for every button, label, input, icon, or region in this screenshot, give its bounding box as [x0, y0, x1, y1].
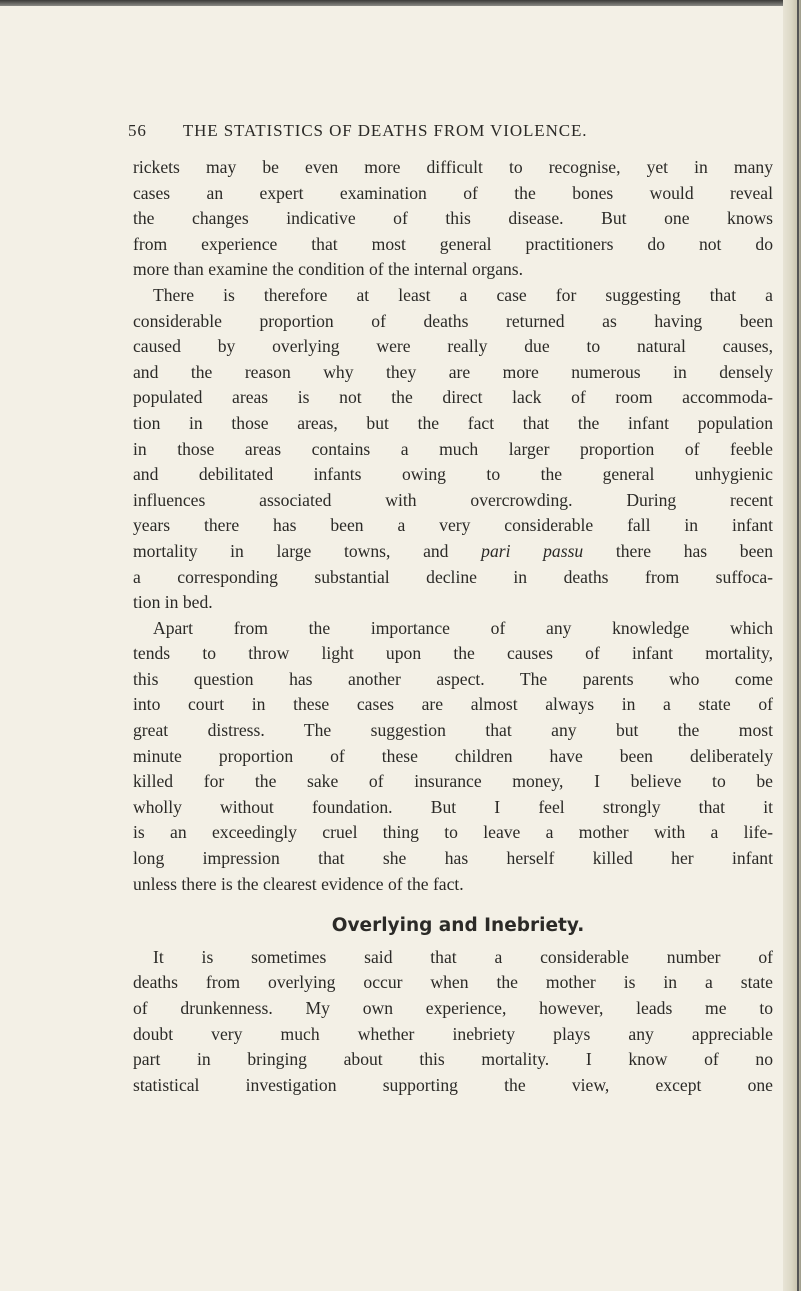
text-line: and the reason why they are more numerous in densely	[133, 361, 773, 382]
text-line: part in bringing about this mortality. I know of no	[133, 1049, 773, 1070]
text-line: doubt very much whether inebriety plays any appreciable	[133, 1023, 773, 1044]
text-line: of drunkenness. My own experience, however, leads me to	[133, 998, 773, 1018]
italic-phrase: pari passu	[481, 540, 584, 561]
text-line: more than examine the condition of the internal organs.	[133, 259, 524, 280]
text-line: It is sometimes said that a considerable number of	[153, 946, 773, 967]
text-line: rickets may be even more difficult to recognise, yet in many	[133, 157, 773, 177]
text-line: is an exceedingly cruel thing to leave a mother with a life-	[133, 822, 773, 843]
paragraph-3	[133, 616, 773, 898]
line-text-after: there has been	[583, 540, 774, 561]
text-line: caused by overlying were really due to natural causes,	[133, 336, 773, 357]
text-line: in those areas contains a much larger proportion of feeble	[133, 438, 773, 459]
page-number: 56	[128, 121, 147, 140]
text-line: from experience that most general practitioners do not do	[133, 233, 773, 254]
page-right-edge	[783, 0, 801, 1291]
text-line: this question has another aspect. The parents who come	[133, 668, 773, 689]
text-line-with-italic	[133, 539, 773, 565]
text-line: considerable proportion of deaths returned as having been	[133, 310, 773, 331]
text-line: statistical investigation supporting the view, except one	[133, 1074, 773, 1095]
line-text-before: mortality in large towns, and	[133, 540, 482, 561]
running-header	[128, 121, 768, 141]
paragraph-1	[133, 155, 773, 283]
text-line: cases an expert examination of the bones would reveal	[133, 182, 773, 203]
page-top-edge	[0, 0, 801, 6]
text-line: years there has been a very considerable fall in infant	[133, 515, 773, 536]
text-line: influences associated with overcrowding. During recent	[133, 489, 773, 510]
text-line: great distress. The suggestion that any but the most	[133, 720, 773, 741]
text-line: killed for the sake of insurance money, I believe to be	[133, 771, 773, 792]
text-line: and debilitated infants owing to the general unhygienic	[133, 464, 773, 485]
text-line: tends to throw light upon the causes of infant mortality,	[133, 643, 773, 664]
text-line: a corresponding substantial decline in deaths from suffoca-	[133, 566, 773, 587]
paragraph-2	[133, 283, 773, 616]
text-line: populated areas is not the direct lack of room accommoda-	[133, 387, 773, 408]
text-line: tion in bed.	[133, 592, 213, 613]
section-heading: Overlying and Inebriety.	[331, 915, 585, 937]
text-line: into court in these cases are almost always in a state of	[133, 694, 773, 715]
text-line: wholly without foundation. But I feel strongly that it	[133, 796, 773, 817]
text-line: long impression that she has herself killed her infant	[133, 848, 773, 869]
text-line: There is therefore at least a case for suggesting that a	[153, 284, 773, 305]
text-line: unless there is the clearest evidence of the fact.	[133, 873, 464, 894]
paragraph-4	[133, 945, 773, 1099]
text-line: deaths from overlying occur when the mother is in a state	[133, 972, 773, 993]
text-line: the changes indicative of this disease. But one knows	[133, 208, 773, 229]
text-line: tion in those areas, but the fact that the infant population	[133, 412, 773, 433]
page-body	[133, 155, 773, 1098]
text-line: minute proportion of these children have been deliberately	[133, 745, 773, 766]
text-line: Apart from the importance of any knowledge which	[153, 617, 773, 638]
running-title: THE STATISTICS OF DEATHS FROM VIOLENCE.	[182, 121, 588, 140]
